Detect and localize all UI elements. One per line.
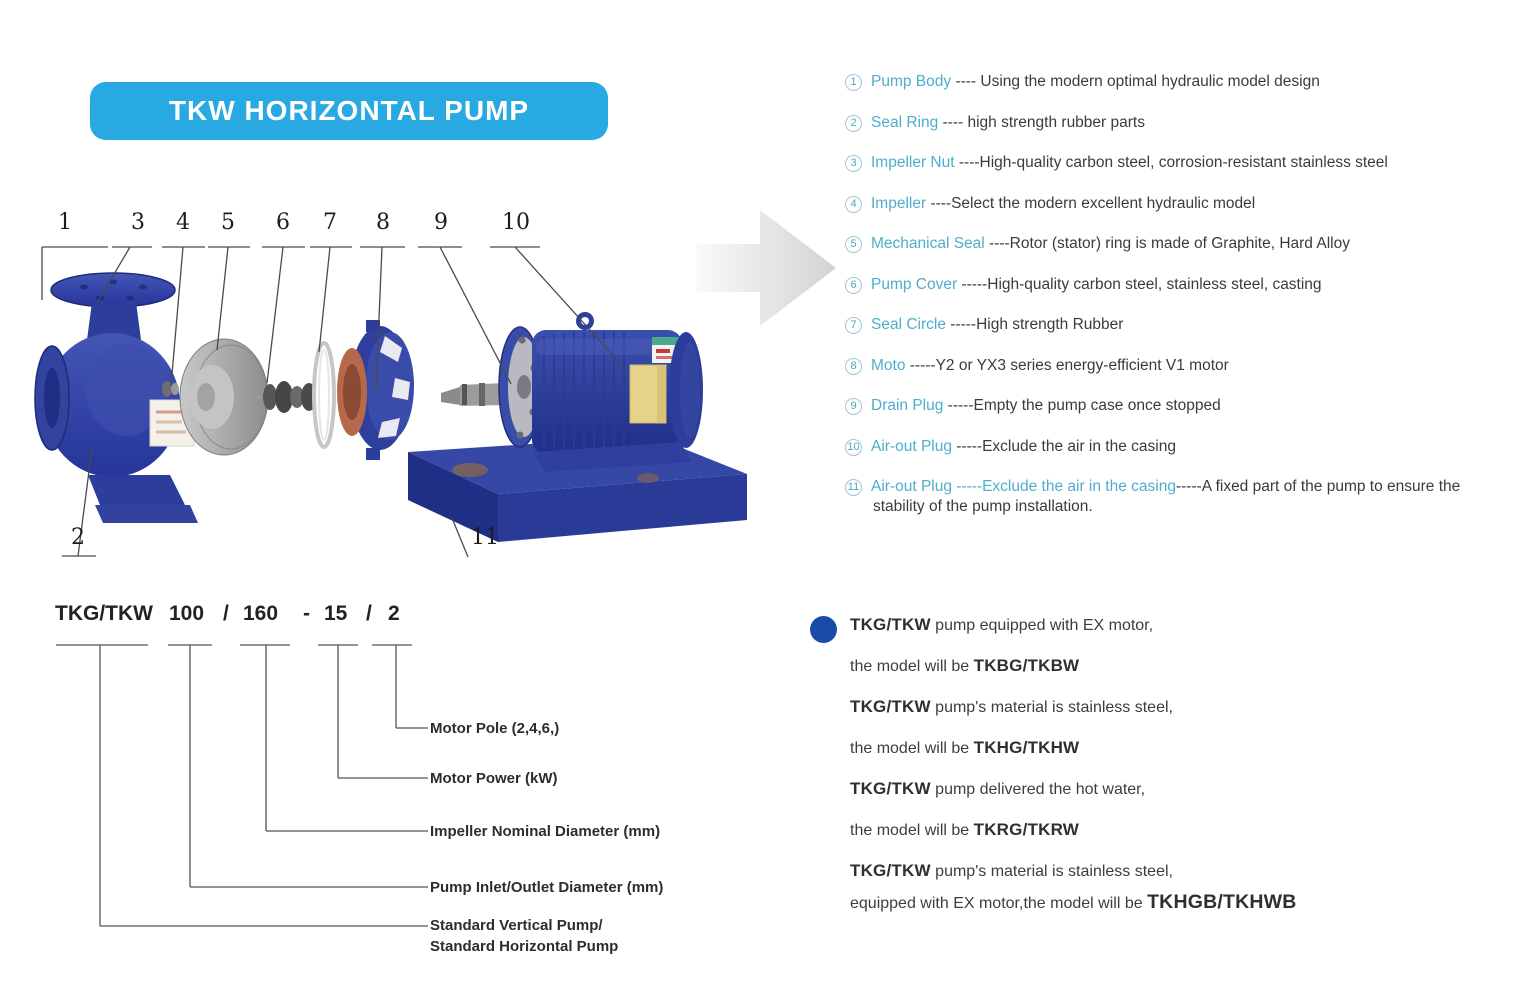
circled-number-8: 8 xyxy=(845,358,862,375)
pump-illustration xyxy=(0,190,770,570)
part-name: Seal Circle xyxy=(871,316,946,333)
circled-number-11: 11 xyxy=(845,479,862,496)
bullet-circle-icon xyxy=(810,616,837,643)
circled-number-7: 7 xyxy=(845,317,862,334)
part-list-item-2 xyxy=(845,113,1500,133)
label-impeller-diameter: Impeller Nominal Diameter (mm) xyxy=(430,823,661,840)
note-line: equipped with EX motor,the model will be TKHGB/TKHWB xyxy=(850,891,1297,913)
circled-number-10: 10 xyxy=(845,439,862,456)
part-name: Impeller xyxy=(871,194,927,212)
part-name: Impeller Nut xyxy=(871,154,955,171)
part-list-item-11 xyxy=(845,477,1500,517)
callout-number-10: 10 xyxy=(502,210,530,235)
part-description: -----Exclude the air in the casing xyxy=(951,437,1176,455)
part-name: Air-out Plug xyxy=(871,478,952,495)
arrow-right-icon xyxy=(696,200,841,340)
callout-number-2: 2 xyxy=(71,525,85,550)
circled-number-2: 2 xyxy=(845,115,862,132)
callout-number-5: 5 xyxy=(221,210,235,235)
part-name: Mechanical Seal xyxy=(871,235,985,252)
part-name: Moto xyxy=(871,356,906,374)
part-description: -----Empty the pump case once stopped xyxy=(943,397,1221,414)
model-segment-3: 15 xyxy=(324,602,348,625)
parts-list xyxy=(845,72,1500,538)
callout-number-6: 6 xyxy=(276,210,290,235)
part-list-item-8 xyxy=(845,356,1500,376)
label-standard-pump-line1: Standard Vertical Pump/ xyxy=(430,917,603,934)
part-description: -----Y2 or YX3 series energy-efficient V1 motor xyxy=(905,356,1229,374)
part-name: Pump Body xyxy=(871,73,952,90)
callout-number-8: 8 xyxy=(376,210,390,235)
part-description: -----High strength Rubber xyxy=(945,316,1124,333)
label-motor-power: Motor Power (kW) xyxy=(430,770,558,787)
part-description-blue: -----Exclude the air in the casing xyxy=(951,478,1176,495)
title-banner xyxy=(90,82,608,140)
circled-number-9: 9 xyxy=(845,398,862,415)
part-list-item-4 xyxy=(845,194,1500,214)
part-list-item-6 xyxy=(845,275,1500,295)
pump-cover-shape xyxy=(337,320,414,460)
page-title: TKW HORIZONTAL PUMP xyxy=(168,95,530,126)
circled-number-4: 4 xyxy=(845,196,862,213)
model-segment-2: 160 xyxy=(243,602,279,625)
note-line: TKG/TKW pump delivered the hot water, xyxy=(850,779,1146,798)
part-description: ----Rotor (stator) ring is made of Graphite, Hard Alloy xyxy=(984,235,1350,252)
note-line: TKG/TKW pump's material is stainless steel, xyxy=(850,861,1173,880)
part-list-item-7 xyxy=(845,315,1500,335)
label-standard-pump-line2: Standard Horizontal Pump xyxy=(430,938,619,955)
part-name: Drain Plug xyxy=(871,397,944,414)
model-segment-4: 2 xyxy=(388,602,400,625)
circled-number-6: 6 xyxy=(845,277,862,294)
part-description: -----High-quality carbon steel, stainless steel, casting xyxy=(957,275,1322,293)
part-name: Seal Ring xyxy=(871,113,939,131)
callout-number-11: 11 xyxy=(471,525,499,550)
callout-number-1: 1 xyxy=(58,210,72,235)
part-description: -----A fixed part of the pump to ensure the stability of the pump installation. xyxy=(873,478,1461,515)
part-list-item-10 xyxy=(845,437,1500,457)
note-line: the model will be TKBG/TKBW xyxy=(850,656,1080,675)
pump-body-shape xyxy=(35,273,198,523)
part-name: Air-out Plug xyxy=(871,437,952,455)
part-description: ----Select the modern excellent hydraulic model xyxy=(926,194,1256,212)
model-segment-1: 100 xyxy=(169,602,205,625)
part-name: Pump Cover xyxy=(871,275,958,293)
note-line: the model will be TKHG/TKHW xyxy=(850,738,1080,757)
model-dash: - xyxy=(303,602,310,625)
callout-number-4: 4 xyxy=(176,210,190,235)
model-slash-2: / xyxy=(366,602,372,625)
part-list-item-9 xyxy=(845,396,1500,416)
model-variant-notes xyxy=(850,612,1470,931)
part-description: ---- high strength rubber parts xyxy=(938,113,1145,131)
part-list-item-3 xyxy=(845,153,1500,173)
callout-number-9: 9 xyxy=(434,210,448,235)
seal-circle-shape xyxy=(314,343,334,447)
note-line: TKG/TKW pump equipped with EX motor, xyxy=(850,615,1154,634)
part-list-item-1 xyxy=(845,72,1500,92)
label-inlet-outlet: Pump Inlet/Outlet Diameter (mm) xyxy=(430,879,664,896)
pump-exploded-diagram xyxy=(0,190,770,570)
part-list-item-5 xyxy=(845,234,1500,254)
callout-number-7: 7 xyxy=(323,210,337,235)
circled-number-1: 1 xyxy=(845,74,862,91)
circled-number-3: 3 xyxy=(845,155,862,172)
model-slash-1: / xyxy=(223,602,229,625)
part-description: ---- Using the modern optimal hydraulic model design xyxy=(951,73,1320,90)
note-line: the model will be TKRG/TKRW xyxy=(850,820,1079,839)
model-code-bracket-lines xyxy=(0,635,770,955)
part-description: ----High-quality carbon steel, corrosion-resistant stainless steel xyxy=(954,154,1388,171)
callout-number-3: 3 xyxy=(131,210,145,235)
label-standard-pump xyxy=(430,915,618,957)
circled-number-5: 5 xyxy=(845,236,862,253)
note-line: TKG/TKW pump's material is stainless steel, xyxy=(850,697,1173,716)
label-motor-pole: Motor Pole (2,4,6,) xyxy=(430,720,560,737)
model-series: TKG/TKW xyxy=(55,602,153,625)
